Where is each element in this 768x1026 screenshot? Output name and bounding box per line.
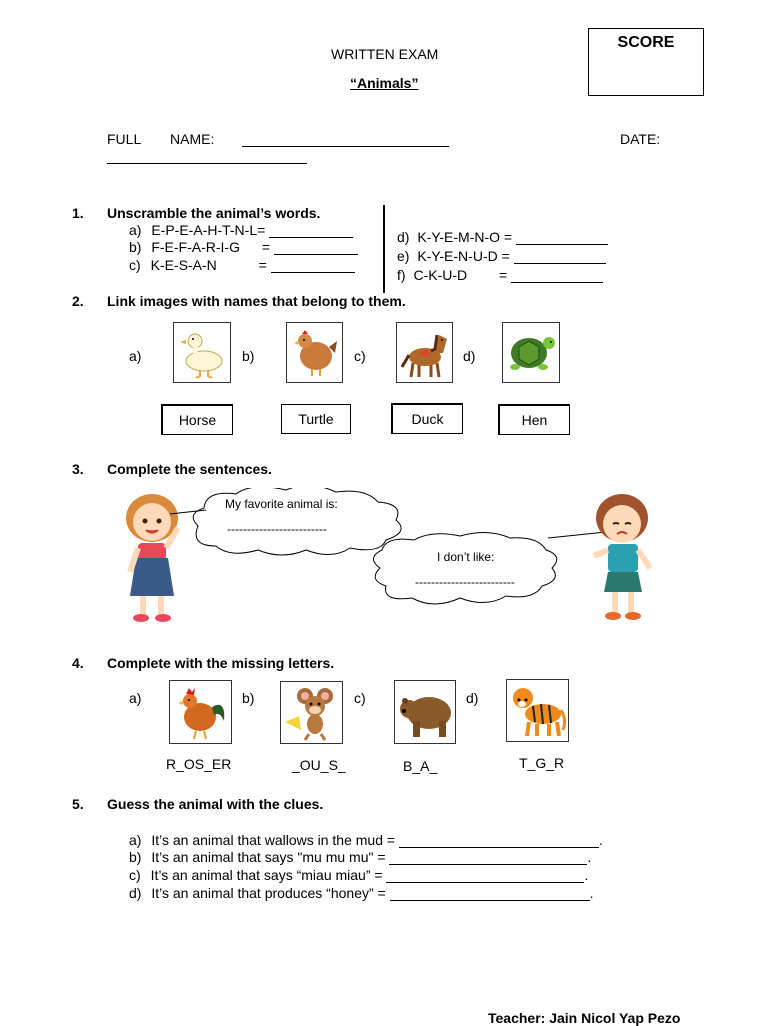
thought-bubble-2: [373, 532, 606, 604]
full-label: FULL: [107, 131, 142, 147]
q4-label-b: b): [242, 690, 255, 706]
answer-line[interactable]: [386, 868, 584, 883]
exam-title: WRITTEN EXAM: [331, 46, 439, 62]
clue-text: It’s an animal that says “miau miau” =: [150, 867, 383, 883]
q5-clue-a: [129, 832, 603, 848]
clue-text: It’s an animal that says "mu mu mu" =: [151, 849, 386, 865]
name-box-duck[interactable]: Duck: [391, 403, 463, 434]
scrambled-word: E-P-E-A-H-T-N-L=: [151, 222, 266, 238]
q2-label-c: c): [354, 348, 366, 364]
q1-number: 1.: [72, 205, 84, 221]
clue-letter: a): [129, 832, 142, 848]
q4-number: 4.: [72, 655, 84, 671]
q1-item-e: [397, 248, 606, 264]
q1-item-b: [129, 239, 358, 255]
q3-title: Complete the sentences.: [107, 461, 272, 477]
sentence-illustration: [110, 488, 670, 628]
answer-line[interactable]: [514, 249, 606, 264]
clue-text: It’s an animal that produces “honey” =: [151, 885, 386, 901]
clue-text: It’s an animal that wallows in the mud =: [151, 832, 396, 848]
item-letter: d): [397, 229, 410, 245]
q5-number: 5.: [72, 796, 84, 812]
word-tiger: T_G_R: [519, 755, 565, 771]
turtle-image[interactable]: [502, 322, 560, 383]
equals-sign: =: [261, 239, 271, 255]
q1-item-a: [129, 222, 353, 238]
date-label: DATE:: [620, 131, 661, 147]
period: .: [587, 849, 592, 865]
bubble2-text: I don’t like:: [437, 550, 495, 564]
q2-label-a: a): [129, 348, 142, 364]
q4-label-c: c): [354, 690, 366, 706]
answer-line[interactable]: [511, 268, 603, 283]
column-divider: [383, 205, 385, 293]
q1-item-d: [397, 229, 608, 245]
answer-line[interactable]: [390, 886, 590, 901]
q5-clue-d: [129, 885, 594, 901]
rooster-image[interactable]: [169, 680, 232, 744]
equals-sign: =: [258, 257, 267, 273]
item-letter: a): [129, 222, 142, 238]
word-mouse: _OU_S_: [292, 757, 346, 773]
bear-image[interactable]: [394, 680, 456, 744]
q1-title: Unscramble the animal’s words.: [107, 205, 321, 221]
teacher-name: Teacher: Jain Nicol Yap Pezo: [488, 1010, 681, 1026]
word-rooster: R_OS_ER: [166, 756, 232, 772]
item-letter: c): [129, 257, 141, 273]
answer-line[interactable]: [271, 258, 355, 273]
horse-image[interactable]: [396, 322, 453, 383]
score-label: SCORE: [617, 34, 675, 51]
q4-label-a: a): [129, 690, 142, 706]
answer-line[interactable]: [389, 850, 587, 865]
q3-number: 3.: [72, 461, 84, 477]
answer-line[interactable]: [269, 223, 353, 238]
scrambled-word: K-Y-E-M-N-O =: [417, 229, 513, 245]
q2-label-b: b): [242, 348, 255, 364]
bubble1-answer-line[interactable]: -------------------------: [227, 522, 327, 536]
period: .: [598, 832, 603, 848]
q2-title: Link images with names that belong to them.: [107, 293, 406, 309]
q5-clue-c: [129, 867, 588, 883]
clue-letter: b): [129, 849, 142, 865]
girl-left-icon: [126, 494, 178, 622]
q2-number: 2.: [72, 293, 84, 309]
period: .: [584, 867, 589, 883]
q5-clue-b: [129, 849, 591, 865]
word-bear: B_A_: [403, 758, 438, 774]
name-box-horse[interactable]: Horse: [161, 404, 233, 435]
duck-image[interactable]: [173, 322, 231, 383]
girl-right-icon: [594, 494, 650, 620]
score-box: [588, 28, 704, 96]
tiger-image[interactable]: [506, 679, 569, 742]
scrambled-word: K-Y-E-N-U-D =: [417, 248, 510, 264]
bubble2-answer-line[interactable]: -------------------------: [415, 575, 515, 589]
scrambled-word: K-E-S-A-N: [150, 257, 217, 273]
name-box-hen[interactable]: Hen: [498, 404, 570, 435]
date-field[interactable]: [107, 148, 307, 164]
answer-line[interactable]: [274, 240, 358, 255]
item-letter: e): [397, 248, 410, 264]
illustration-svg: [110, 488, 670, 628]
q4-title: Complete with the missing letters.: [107, 655, 335, 671]
scrambled-word: F-E-F-A-R-I-G: [151, 239, 240, 255]
mouse-image[interactable]: [280, 681, 343, 744]
scrambled-word: C-K-U-D: [413, 267, 468, 283]
q1-item-f: [397, 267, 603, 283]
name-box-turtle[interactable]: Turtle: [281, 404, 351, 434]
item-letter: b): [129, 239, 142, 255]
equals-sign: =: [499, 267, 508, 283]
q1-item-c: [129, 257, 355, 273]
bubble1-text: My favorite animal is:: [225, 497, 338, 511]
answer-line[interactable]: [516, 230, 608, 245]
name-field[interactable]: [242, 131, 449, 147]
q2-label-d: d): [463, 348, 476, 364]
answer-line[interactable]: [399, 833, 599, 848]
hen-image[interactable]: [286, 322, 343, 383]
period: .: [589, 885, 594, 901]
name-label: NAME:: [170, 131, 215, 147]
item-letter: f): [397, 267, 406, 283]
q4-label-d: d): [466, 690, 479, 706]
clue-letter: c): [129, 867, 141, 883]
clue-letter: d): [129, 885, 142, 901]
exam-subtitle: “Animals”: [350, 75, 419, 91]
q5-title: Guess the animal with the clues.: [107, 796, 324, 812]
